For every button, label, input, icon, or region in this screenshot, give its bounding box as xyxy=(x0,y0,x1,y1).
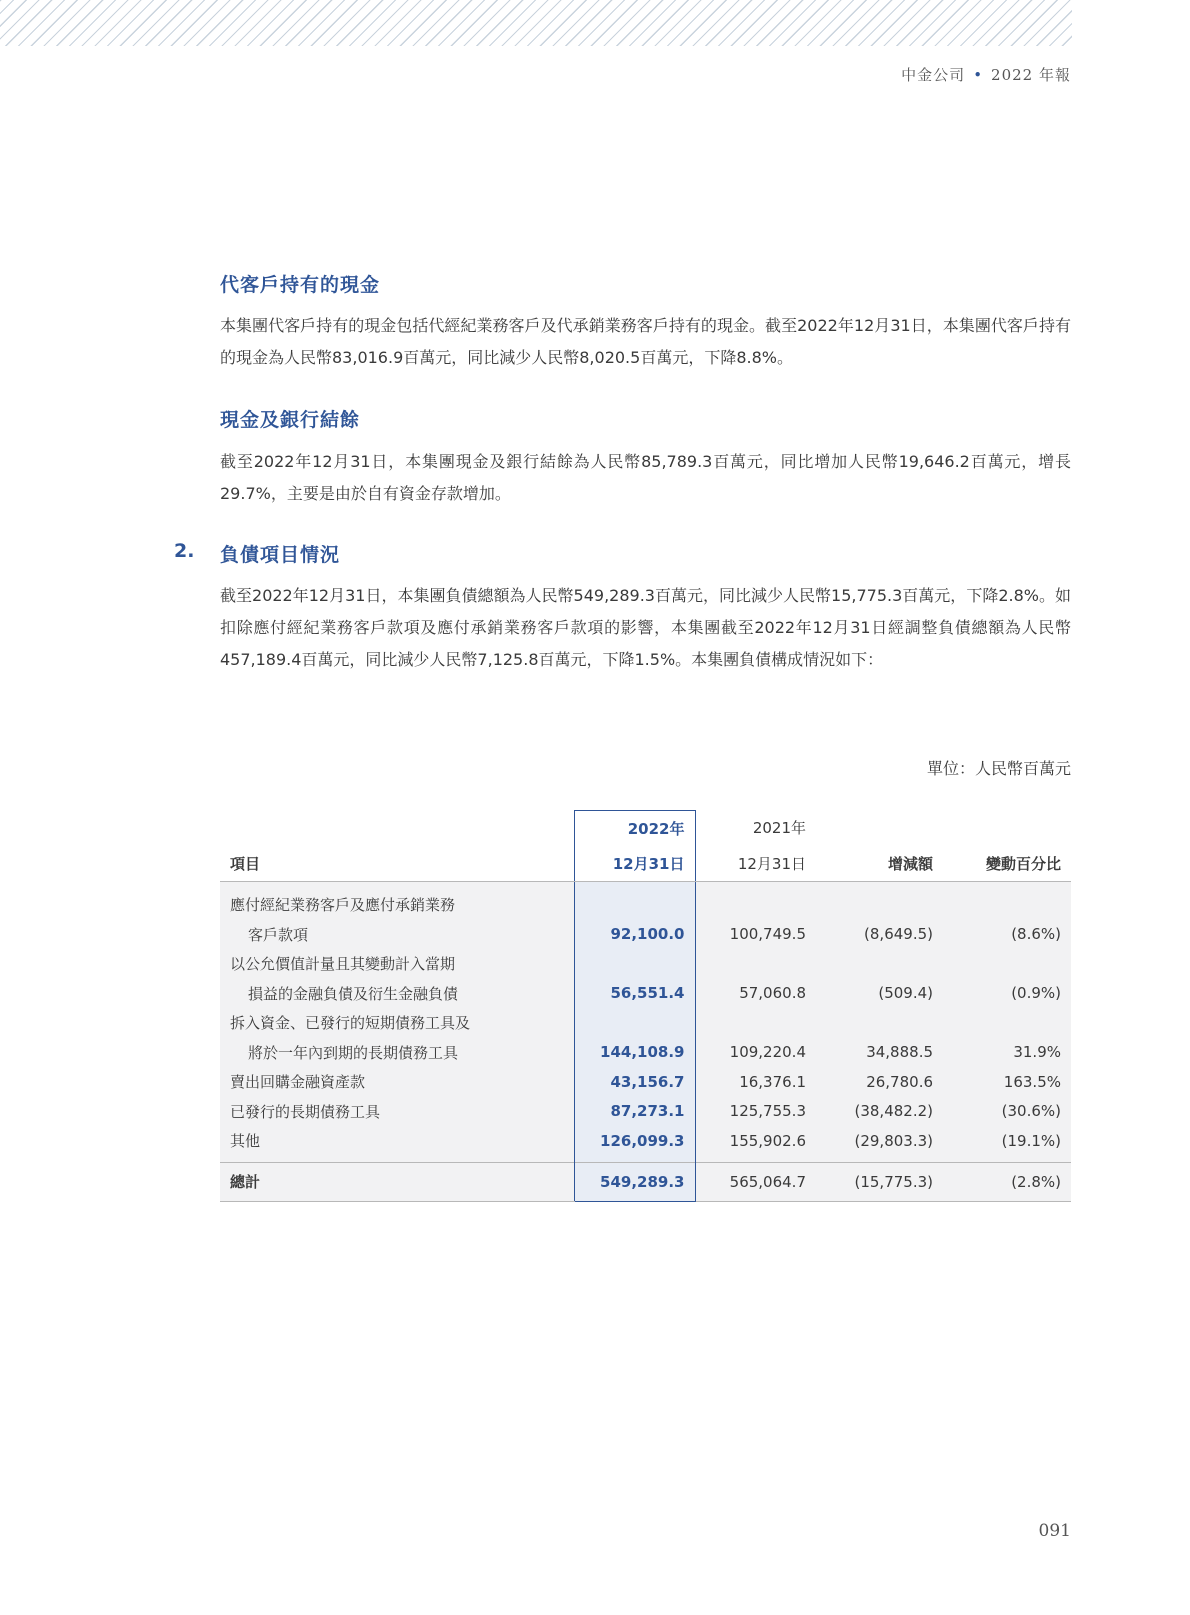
row-label-continued: 客戶款項 xyxy=(220,920,574,950)
cell-change: 26,780.6 xyxy=(816,1067,943,1097)
table-row xyxy=(220,882,1071,920)
company-name: 中金公司 xyxy=(901,66,966,84)
cell-pct: (0.9%) xyxy=(943,979,1071,1009)
cell-2021: 16,376.1 xyxy=(695,1067,816,1097)
table-row xyxy=(220,1038,1071,1068)
table-row xyxy=(220,920,1071,950)
table-header-row-2 xyxy=(220,845,1071,882)
paragraph-cash-for-clients: 本集團代客戶持有的現金包括代經紀業務客戶及代承銷業務客戶持有的現金。截至2022年12月31日，本集團代客戶持有的現金為人民幣83,016.9百萬元，同比減少人民幣8,020.5百萬元，下降8.8%。 xyxy=(220,316,1071,367)
cell-2021: 125,755.3 xyxy=(695,1097,816,1127)
row-label: 其他 xyxy=(220,1126,574,1162)
total-2022: 549,289.3 xyxy=(574,1162,695,1201)
table-row xyxy=(220,1067,1071,1097)
cell-2022: 87,273.1 xyxy=(574,1097,695,1127)
header-2022-date: 12月31日 xyxy=(574,845,695,882)
cell-change: (8,649.5) xyxy=(816,920,943,950)
table-unit-note: 單位：人民幣百萬元 xyxy=(926,759,1071,778)
cell-2022: 43,156.7 xyxy=(574,1067,695,1097)
cell-pct: (8.6%) xyxy=(943,920,1071,950)
paragraph-cash-and-bank: 截至2022年12月31日，本集團現金及銀行結餘為人民幣85,789.3百萬元，同比增加人民幣19,646.2百萬元，增長29.7%，主要是由於自有資金存款增加。 xyxy=(220,452,1071,503)
total-label: 總計 xyxy=(220,1162,574,1201)
heading-cash-for-clients: 代客戶持有的現金 xyxy=(220,274,381,296)
table-row xyxy=(220,1008,1071,1038)
cell-pct: 31.9% xyxy=(943,1038,1071,1068)
row-label: 以公允價值計量且其變動計入當期 xyxy=(220,949,574,979)
running-header xyxy=(901,64,1071,85)
report-title: 2022 年報 xyxy=(991,66,1071,84)
total-2021: 565,064.7 xyxy=(695,1162,816,1201)
header-separator: • xyxy=(973,66,984,84)
cell-2022: 56,551.4 xyxy=(574,979,695,1009)
cell-2022: 144,108.9 xyxy=(574,1038,695,1068)
header-2022-year: 2022年 xyxy=(574,811,695,846)
table-row xyxy=(220,979,1071,1009)
section-number: 2. xyxy=(174,540,195,562)
cell-change: (509.4) xyxy=(816,979,943,1009)
header-2021-date: 12月31日 xyxy=(695,845,816,882)
cell-2022: 126,099.3 xyxy=(574,1126,695,1162)
cell-pct: (30.6%) xyxy=(943,1097,1071,1127)
total-change: (15,775.3) xyxy=(816,1162,943,1201)
paragraph-liabilities: 截至2022年12月31日，本集團負債總額為人民幣549,289.3百萬元，同比減少人民幣15,775.3百萬元，下降2.8%。如扣除應付經紀業務客戶款項及應付承銷業務客戶款項的影響，本集團截至2022年12月31日經調整負債總額為人民幣457,189.4百萬元，同比減少人民幣7,125.8百萬元，下降1.5%。本集團負債構成情況如下： xyxy=(220,586,1071,669)
header-change: 增減額 xyxy=(816,845,943,882)
header-item: 項目 xyxy=(220,845,574,882)
total-pct: (2.8%) xyxy=(943,1162,1071,1201)
cell-pct: 163.5% xyxy=(943,1067,1071,1097)
liabilities-table xyxy=(220,810,1071,1202)
table-header-row-1 xyxy=(220,811,1071,846)
cell-change: (38,482.2) xyxy=(816,1097,943,1127)
cell-2021: 109,220.4 xyxy=(695,1038,816,1068)
row-label-continued: 損益的金融負債及衍生金融負債 xyxy=(220,979,574,1009)
cell-change: (29,803.3) xyxy=(816,1126,943,1162)
row-label: 已發行的長期債務工具 xyxy=(220,1097,574,1127)
cell-pct: (19.1%) xyxy=(943,1126,1071,1162)
row-label: 拆入資金、已發行的短期債務工具及 xyxy=(220,1008,574,1038)
row-label: 應付經紀業務客戶及應付承銷業務 xyxy=(220,882,574,920)
cell-2021: 155,902.6 xyxy=(695,1126,816,1162)
header-hatch-band xyxy=(0,0,1072,46)
row-label-continued: 將於一年內到期的長期債務工具 xyxy=(220,1038,574,1068)
cell-2021: 57,060.8 xyxy=(695,979,816,1009)
heading-cash-and-bank: 現金及銀行結餘 xyxy=(220,409,361,431)
cell-2022: 92,100.0 xyxy=(574,920,695,950)
table-row xyxy=(220,1097,1071,1127)
table-row xyxy=(220,1126,1071,1162)
cell-2021: 100,749.5 xyxy=(695,920,816,950)
header-pct: 變動百分比 xyxy=(943,845,1071,882)
page-number: 091 xyxy=(1038,1521,1071,1541)
table-total-row xyxy=(220,1162,1071,1201)
row-label: 賣出回購金融資產款 xyxy=(220,1067,574,1097)
heading-liabilities: 負債項目情況 xyxy=(220,544,341,566)
header-2021-year: 2021年 xyxy=(695,811,816,846)
table-row xyxy=(220,949,1071,979)
cell-change: 34,888.5 xyxy=(816,1038,943,1068)
